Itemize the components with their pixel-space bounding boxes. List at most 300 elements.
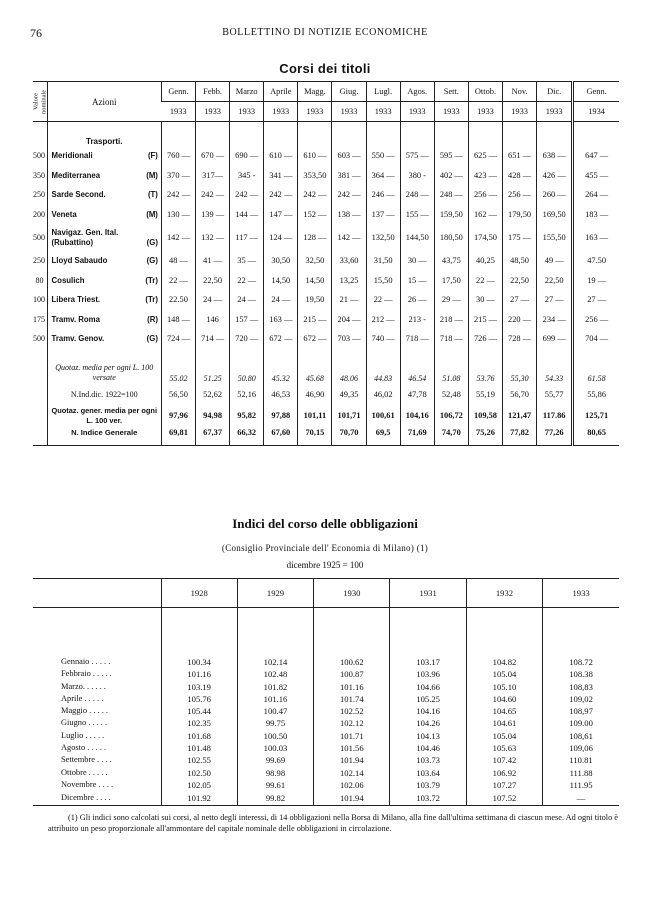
nominal-value: 250 [33, 190, 45, 200]
stock-exchange-code: (G) [146, 334, 158, 344]
price-cell: 215 — [298, 310, 332, 330]
stock-name-text: Meridionali [51, 151, 93, 161]
summary-value: 46,02 [366, 386, 400, 404]
summary-value: 49,35 [332, 386, 366, 404]
summary-value: 97,96 [161, 404, 195, 428]
summary-value: 80,65 [573, 428, 619, 446]
year-header: 1933 [400, 102, 434, 122]
stock-name [47, 224, 161, 251]
index-value: 102.14 [237, 656, 313, 668]
price-cell: 260 — [537, 185, 573, 205]
month-header-blank [33, 579, 161, 608]
summary-value: 53.76 [468, 349, 502, 386]
index-value: 101.68 [161, 730, 237, 742]
nominal-value-header: Valore nominale [33, 82, 47, 122]
index-value: 111.88 [543, 767, 619, 779]
stock-name [47, 290, 161, 310]
index-value: 105.44 [161, 705, 237, 717]
price-cell: 212 — [366, 310, 400, 330]
price-cell: 14,50 [264, 271, 298, 291]
index-value: 110.81 [543, 754, 619, 766]
price-cell: 256 — [468, 185, 502, 205]
price-cell: 43,75 [434, 251, 468, 271]
nominal-value: 350 [33, 170, 45, 180]
spacer-row [33, 608, 619, 657]
stock-name [47, 185, 161, 205]
price-cell: 144 — [230, 205, 264, 225]
summary-value: 44.83 [366, 349, 400, 386]
index-value: 101.16 [237, 693, 313, 705]
summary-value: 121,47 [503, 404, 537, 428]
price-cell: 27 — [537, 290, 573, 310]
stock-row [33, 329, 619, 349]
price-cell: 714 — [196, 329, 230, 349]
page-number: 76 [30, 26, 42, 40]
price-cell: 157 — [230, 310, 264, 330]
summary-value: 55,30 [503, 349, 537, 386]
summary-value: 55.02 [161, 349, 195, 386]
nominal-value: 80 [35, 275, 44, 285]
price-cell: 242 — [161, 185, 195, 205]
price-cell: 699 — [537, 329, 573, 349]
price-cell: 740 — [366, 329, 400, 349]
month-header: Magg. [298, 82, 332, 102]
price-cell: 30 — [468, 290, 502, 310]
index-value: 107.52 [466, 791, 542, 806]
price-cell: 155,50 [537, 224, 573, 251]
price-cell: 49 — [537, 251, 573, 271]
summary-row [33, 428, 619, 446]
stock-name [47, 251, 161, 271]
month-row [33, 705, 619, 717]
summary-value: 52,62 [196, 386, 230, 404]
price-cell: 703 — [332, 329, 366, 349]
index-value: 99.69 [237, 754, 313, 766]
stock-prices-table [33, 81, 619, 446]
summary-value: 55,86 [573, 386, 619, 404]
year-header: 1933 [196, 102, 230, 122]
index-value: 108.72 [543, 656, 619, 668]
month-label: Marzo. . . . . . [61, 681, 106, 691]
summary-value: 45.32 [264, 349, 298, 386]
summary-value: 125,71 [573, 404, 619, 428]
year-header: 1932 [466, 579, 542, 608]
summary-row [33, 349, 619, 386]
price-cell: 174,50 [468, 224, 502, 251]
price-cell: 364 — [366, 166, 400, 186]
price-cell: 242 — [332, 185, 366, 205]
stock-exchange-code: (R) [147, 314, 158, 324]
index-value: 101.74 [314, 693, 390, 705]
nominal-value: 175 [33, 314, 45, 324]
nominal-value: 500 [33, 334, 45, 344]
month-header: Aprile [264, 82, 298, 102]
footnote: (1) Gli indici sono calcolati sui corsi, al netto degli interessi, di 14 obbligazioni nella Borsa di Milano, alla fine dall'ultima settimana di ciascun mese. Ad ogni titolo è attribuito un peso proporzionale all'ammontare del capitale nominale delle obbligazioni in circolazione. [48, 813, 618, 833]
index-value: 105.76 [161, 693, 237, 705]
stock-table-body [33, 122, 619, 446]
summary-value: 77,82 [503, 428, 537, 446]
price-cell: 317— [196, 166, 230, 186]
summary-value: 101,71 [332, 404, 366, 428]
running-title: BOLLETTINO DI NOTIZIE ECONOMICHE [222, 27, 428, 38]
stock-row [33, 185, 619, 205]
summary-value: 69,5 [366, 428, 400, 446]
stock-exchange-code: (Tr) [145, 295, 158, 305]
page-header [30, 26, 620, 40]
index-value: 101.94 [314, 791, 390, 806]
index-value: 107.27 [466, 779, 542, 791]
price-cell: 370 — [161, 166, 195, 186]
price-cell: 22 — [468, 271, 502, 291]
month-header: Marzo [230, 82, 264, 102]
month-header: Dic. [537, 82, 573, 102]
price-cell: 242 — [196, 185, 230, 205]
price-cell: 142 — [161, 224, 195, 251]
index-value: 101.94 [314, 754, 390, 766]
price-cell: 21 — [332, 290, 366, 310]
index-value: 99.82 [237, 791, 313, 806]
month-header: Agos. [400, 82, 434, 102]
price-cell: 724 — [161, 329, 195, 349]
summary-value: 67,37 [196, 428, 230, 446]
stock-name [47, 146, 161, 166]
price-cell: 30 — [400, 251, 434, 271]
summary-value: 46,90 [298, 386, 332, 404]
summary-value: 50.80 [230, 349, 264, 386]
summary-value: 71,69 [400, 428, 434, 446]
price-cell: 455 — [573, 166, 619, 186]
price-cell: 22 — [161, 271, 195, 291]
index-value: 104.66 [390, 681, 466, 693]
year-header: 1933 [537, 102, 573, 122]
price-cell: 24 — [264, 290, 298, 310]
price-cell: 381 — [332, 166, 366, 186]
index-value: 100.03 [237, 742, 313, 754]
price-cell: 148 — [161, 310, 195, 330]
month-row [33, 730, 619, 742]
summary-value: 104,16 [400, 404, 434, 428]
nominal-value: 200 [33, 209, 45, 219]
price-cell: 24 — [196, 290, 230, 310]
index-value: 105.04 [466, 730, 542, 742]
price-cell: 248 — [434, 185, 468, 205]
price-cell: 35 — [230, 251, 264, 271]
price-cell: 14,50 [298, 271, 332, 291]
nominal-value: 500 [33, 151, 45, 161]
summary-value: 66,32 [230, 428, 264, 446]
price-cell: 610 — [264, 146, 298, 166]
index-value: 104.82 [466, 656, 542, 668]
year-header: 1933 [543, 579, 619, 608]
stock-exchange-code: (M) [146, 209, 158, 219]
index-value: 102.12 [314, 717, 390, 729]
index-value: 102.50 [161, 767, 237, 779]
price-cell: 610 — [298, 146, 332, 166]
index-value: 101.48 [161, 742, 237, 754]
month-label: Maggio . . . . . [61, 706, 108, 716]
index-value: 103.73 [390, 754, 466, 766]
price-cell: 40,25 [468, 251, 502, 271]
price-cell: 132,50 [366, 224, 400, 251]
price-cell: 22 — [230, 271, 264, 291]
price-cell: 183 — [573, 205, 619, 225]
index-value: 103.72 [390, 791, 466, 806]
stock-row [33, 290, 619, 310]
index-value: 102.06 [314, 779, 390, 791]
month-row [33, 791, 619, 806]
index-value: 108,97 [543, 705, 619, 717]
month-header: Nov. [503, 82, 537, 102]
summary-value: 55,77 [537, 386, 573, 404]
year-header: 1933 [161, 102, 195, 122]
price-cell: 175 — [503, 224, 537, 251]
month-header: Lugl. [366, 82, 400, 102]
price-cell: 15 — [400, 271, 434, 291]
month-header: Ottob. [468, 82, 502, 102]
price-cell: 625 — [468, 146, 502, 166]
month-header: Genn. [573, 82, 619, 102]
price-cell: 159,50 [434, 205, 468, 225]
year-header: 1933 [366, 102, 400, 122]
price-cell: 246 — [366, 185, 400, 205]
nominal-value-blank [33, 404, 47, 428]
summary-value: 56,70 [503, 386, 537, 404]
price-cell: 672 — [298, 329, 332, 349]
price-cell: 353,50 [298, 166, 332, 186]
nominal-value-blank [33, 428, 47, 446]
summary-value: 46.54 [400, 349, 434, 386]
month-row [33, 693, 619, 705]
bond-table-header [33, 579, 619, 608]
price-cell: 169,50 [537, 205, 573, 225]
stock-name [47, 205, 161, 225]
summary-value: 70,15 [298, 428, 332, 446]
index-value: 98.98 [237, 767, 313, 779]
stock-exchange-code: (F) [147, 151, 158, 161]
nominal-value: 250 [33, 256, 45, 266]
month-header: Febb. [196, 82, 230, 102]
price-cell: 26 — [400, 290, 434, 310]
price-cell: 345 - [230, 166, 264, 186]
price-cell: 19 — [573, 271, 619, 291]
stock-exchange-code: (T) [147, 190, 158, 200]
price-cell: 32,50 [298, 251, 332, 271]
index-value: 105.04 [466, 668, 542, 680]
price-cell: 670 — [196, 146, 230, 166]
price-cell: 575 — [400, 146, 434, 166]
year-header: 1929 [237, 579, 313, 608]
index-value: 100.62 [314, 656, 390, 668]
month-label: Ottobre . . . . . [61, 767, 108, 777]
price-cell: 380 - [400, 166, 434, 186]
nominal-value-blank [33, 386, 47, 404]
index-value: 109.00 [543, 717, 619, 729]
stock-exchange-code: (M) [146, 170, 158, 180]
index-value: 101.82 [237, 681, 313, 693]
month-row [33, 742, 619, 754]
month-row [33, 754, 619, 766]
summary-value: 77,26 [537, 428, 573, 446]
price-cell: 423 — [468, 166, 502, 186]
stock-row [33, 310, 619, 330]
price-cell: 27 — [503, 290, 537, 310]
price-cell: 130 — [161, 205, 195, 225]
price-cell: 264 — [573, 185, 619, 205]
index-value: 104.61 [466, 717, 542, 729]
price-cell: 22,50 [503, 271, 537, 291]
stock-prices-title: Corsi dei titoli [279, 61, 371, 76]
index-value: 104.46 [390, 742, 466, 754]
month-row [33, 681, 619, 693]
price-cell: 155 — [400, 205, 434, 225]
month-label: Febbraio . . . . . [61, 669, 112, 679]
month-header: Sett. [434, 82, 468, 102]
price-cell: 22 — [366, 290, 400, 310]
nominal-value: 500 [33, 233, 45, 242]
summary-value: 52,16 [230, 386, 264, 404]
month-label: Settembre . . . . [61, 755, 112, 765]
price-cell: 27 — [573, 290, 619, 310]
price-cell: 128 — [298, 224, 332, 251]
nominal-value: 100 [33, 295, 45, 305]
index-value: 109,06 [543, 742, 619, 754]
index-value: 108,83 [543, 681, 619, 693]
index-value: 108.38 [543, 668, 619, 680]
index-value: 101.56 [314, 742, 390, 754]
month-label: Luglio . . . . . [61, 730, 105, 740]
price-cell: 704 — [573, 329, 619, 349]
price-cell: 48 — [161, 251, 195, 271]
section-label: Trasporti. [47, 122, 161, 147]
index-value: 102.35 [161, 717, 237, 729]
price-cell: 163 — [264, 310, 298, 330]
summary-value: 45.68 [298, 349, 332, 386]
index-value: 106.92 [466, 767, 542, 779]
index-value: 111.95 [543, 779, 619, 791]
index-value: 102.48 [237, 668, 313, 680]
price-cell: 256 — [573, 310, 619, 330]
index-value: 104.60 [466, 693, 542, 705]
index-value: 103.19 [161, 681, 237, 693]
year-header: 1933 [503, 102, 537, 122]
price-cell: 117 — [230, 224, 264, 251]
summary-label: Quotaz. media per ogni L. 100 versate [47, 349, 161, 386]
month-row [33, 767, 619, 779]
price-cell: 550 — [366, 146, 400, 166]
summary-value: 75,26 [468, 428, 502, 446]
price-cell: 718 — [434, 329, 468, 349]
stock-name-text: Navigaz. Gen. Ital. (Rubattino) [51, 227, 119, 247]
month-header: Giug. [332, 82, 366, 102]
index-value: — [543, 791, 619, 806]
price-cell: 147 — [264, 205, 298, 225]
price-cell: 647 — [573, 146, 619, 166]
month-label: Novembre . . . . [61, 779, 114, 789]
price-cell: 638 — [537, 146, 573, 166]
index-value: 99.75 [237, 717, 313, 729]
bond-table-body [33, 608, 619, 806]
summary-value: 94,98 [196, 404, 230, 428]
index-value: 102.52 [314, 705, 390, 717]
summary-value: 52,48 [434, 386, 468, 404]
summary-value: 106,72 [434, 404, 468, 428]
year-header: 1933 [468, 102, 502, 122]
summary-value: 61.58 [573, 349, 619, 386]
stock-name [47, 166, 161, 186]
price-cell: 48,50 [503, 251, 537, 271]
index-value: 105.63 [466, 742, 542, 754]
index-value: 105.10 [466, 681, 542, 693]
index-value: 103.64 [390, 767, 466, 779]
price-cell: 242 — [298, 185, 332, 205]
summary-row [33, 386, 619, 404]
section-row [33, 122, 619, 147]
summary-value: 117.86 [537, 404, 573, 428]
price-cell: 19,50 [298, 290, 332, 310]
stock-name [47, 329, 161, 349]
stock-exchange-code: (Tr) [145, 275, 158, 285]
index-value: 101.16 [161, 668, 237, 680]
summary-value: 56,50 [161, 386, 195, 404]
price-cell: 672 — [264, 329, 298, 349]
stock-row [33, 271, 619, 291]
stock-name-text: Tramv. Roma [51, 314, 100, 324]
year-header: 1934 [573, 102, 619, 122]
price-cell: 22,50 [537, 271, 573, 291]
bond-index-subtitle: (Consiglio Provinciale dell' Economia di Milano) (1) [221, 543, 429, 553]
bond-index-title: Indici del corso delle obbligazioni [232, 516, 418, 531]
price-cell: 651 — [503, 146, 537, 166]
price-cell: 138 — [332, 205, 366, 225]
month-row [33, 717, 619, 729]
summary-value: 54.33 [537, 349, 573, 386]
index-value: 99.61 [237, 779, 313, 791]
summary-value: 100,61 [366, 404, 400, 428]
index-value: 101.71 [314, 730, 390, 742]
month-label: Agosto . . . . . [61, 743, 107, 753]
index-value: 104.65 [466, 705, 542, 717]
index-value: 102.14 [314, 767, 390, 779]
stock-name-text: Veneta [51, 209, 77, 219]
index-value: 102.55 [161, 754, 237, 766]
index-value: 100.34 [161, 656, 237, 668]
index-value: 103.17 [390, 656, 466, 668]
year-header: 1933 [434, 102, 468, 122]
index-value: 107.42 [466, 754, 542, 766]
price-cell: 139 — [196, 205, 230, 225]
summary-value: 51.25 [196, 349, 230, 386]
price-cell: 720 — [230, 329, 264, 349]
price-cell: 162 — [468, 205, 502, 225]
summary-value: 47,78 [400, 386, 434, 404]
stock-name [47, 310, 161, 330]
year-header: 1930 [314, 579, 390, 608]
price-cell: 41 — [196, 251, 230, 271]
price-cell: 242 — [264, 185, 298, 205]
index-value: 101.16 [314, 681, 390, 693]
year-header: 1933 [298, 102, 332, 122]
price-cell: 428 — [503, 166, 537, 186]
price-cell: 690 — [230, 146, 264, 166]
price-cell: 132 — [196, 224, 230, 251]
price-cell: 152 — [298, 205, 332, 225]
price-cell: 248 — [400, 185, 434, 205]
stock-exchange-code: (G) [146, 256, 158, 266]
summary-value: 101,11 [298, 404, 332, 428]
price-cell: 137 — [366, 205, 400, 225]
index-value: 104.13 [390, 730, 466, 742]
index-value: 108,61 [543, 730, 619, 742]
